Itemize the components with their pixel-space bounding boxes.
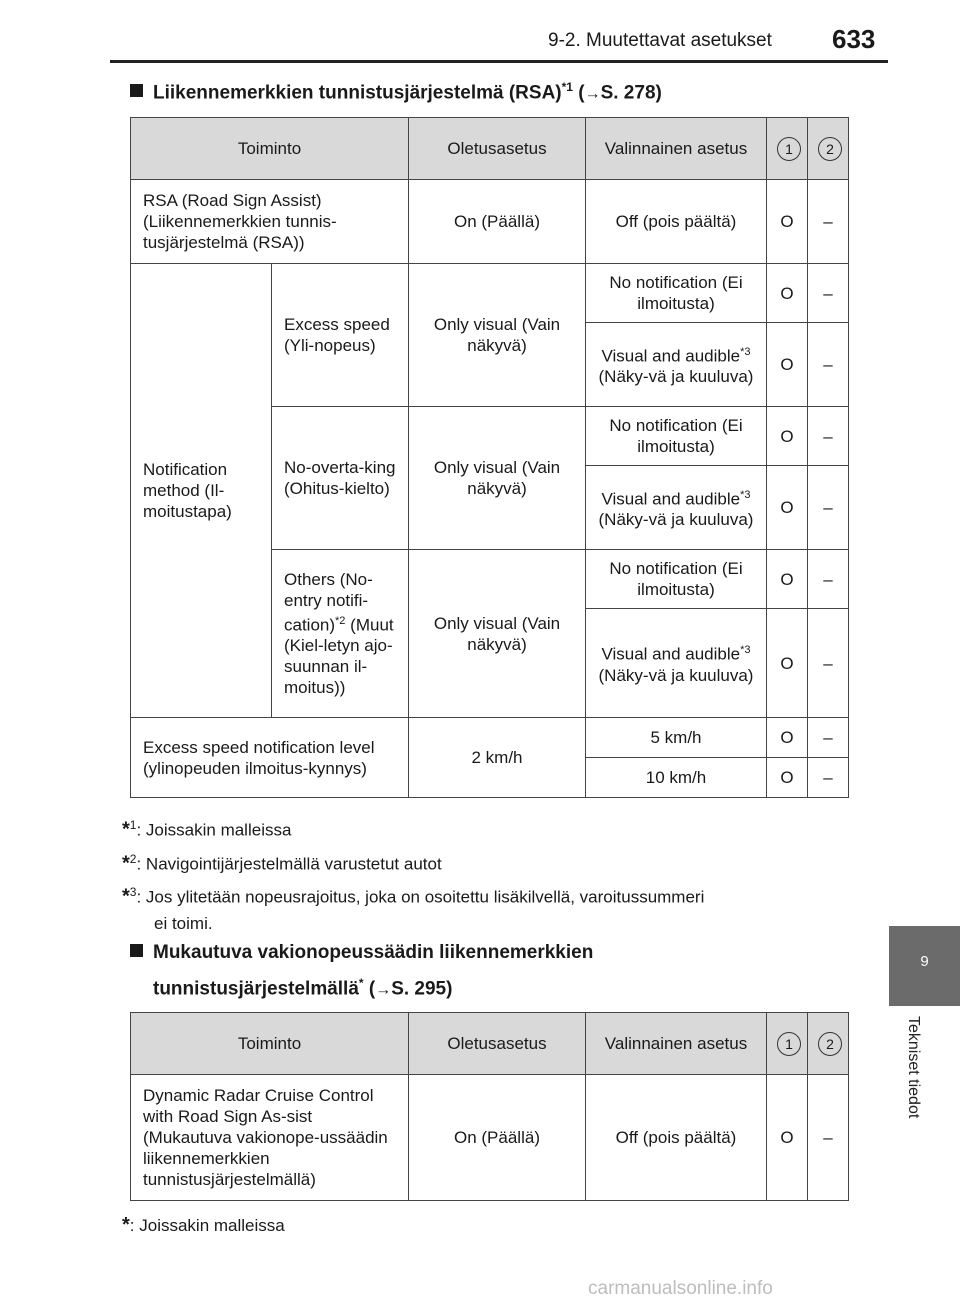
arrow-right-icon: →	[584, 85, 601, 103]
option-text: (Näky-vä ja kuuluva)	[598, 665, 754, 685]
subfunction-text: (Muut (Kiel-letyn ajo-suunnan il-moitus))	[284, 615, 394, 698]
footnote-mark: *3	[740, 488, 751, 501]
option-cell: 5 km/h	[586, 718, 767, 758]
mark-cell: –	[808, 466, 849, 550]
heading-square-icon	[130, 84, 143, 97]
mark-cell: O	[767, 180, 808, 264]
arrow-right-icon: →	[375, 981, 392, 999]
option-text: (Näky-vä ja kuuluva)	[598, 367, 754, 387]
default-cell: 2 km/h	[409, 718, 586, 798]
acc-rsa-settings-table	[130, 1012, 849, 1201]
section-heading-acc-rsa	[130, 938, 593, 1005]
option-cell: No notification (Ei ilmoitusta)	[586, 550, 767, 609]
page-number: 633	[832, 24, 876, 54]
heading-square-icon	[130, 944, 143, 957]
mark-cell: –	[808, 718, 849, 758]
circled-number-1-icon: 1	[777, 137, 801, 161]
circled-number-2-icon: 2	[818, 1032, 842, 1056]
option-cell: No notification (Ei ilmoitusta)	[586, 264, 767, 323]
footnote-star: *	[122, 885, 130, 908]
mark-cell: –	[808, 180, 849, 264]
footnote-text: : Navigointijärjestelmällä varustetut autot	[136, 854, 442, 874]
circled-number-2-icon: 2	[818, 137, 842, 161]
col-header-1	[767, 1013, 808, 1075]
table-row	[131, 180, 849, 264]
mark-cell: O	[767, 466, 808, 550]
subfunction-text: Others (No-entry notifi-cation)	[284, 569, 373, 635]
footnote-mark: *3	[740, 345, 751, 358]
col-header-2	[808, 1013, 849, 1075]
option-cell: Off (pois päältä)	[586, 1075, 767, 1201]
ref-open: (	[578, 82, 585, 104]
section-title-line2: tunnistusjärjestelmällä	[153, 978, 359, 1000]
col-header-1	[767, 118, 808, 180]
col-header-2	[808, 118, 849, 180]
option-text: Visual and audible	[601, 346, 741, 366]
col-header-default: Oletusasetus	[409, 1013, 586, 1075]
option-text: (Näky-vä ja kuuluva)	[598, 510, 754, 530]
footnote	[122, 846, 442, 878]
circled-number-1-icon: 1	[777, 1032, 801, 1056]
col-header-function: Toiminto	[131, 1013, 409, 1075]
footnote-text: : Joissakin malleissa	[129, 1216, 285, 1235]
col-header-default: Oletusasetus	[409, 118, 586, 180]
section-title-line2-wrap	[130, 968, 593, 1005]
mark-cell: O	[767, 758, 808, 798]
col-header-optional: Valinnainen asetus	[586, 1013, 767, 1075]
option-text: Visual and audible	[601, 489, 741, 509]
mark-cell: O	[767, 323, 808, 407]
default-cell: Only visual (Vain näkyvä)	[409, 264, 586, 407]
footnote	[122, 1212, 285, 1239]
footnote	[122, 879, 704, 937]
table-row	[131, 264, 849, 323]
section-title-footnote-mark: *	[358, 976, 364, 990]
table-row	[131, 718, 849, 758]
footnote-number: 1	[129, 818, 137, 832]
mark-cell: O	[767, 407, 808, 466]
option-cell: Off (pois päältä)	[586, 180, 767, 264]
watermark: carmanualsonline.info	[588, 1278, 773, 1299]
mark-cell: –	[808, 609, 849, 718]
section-title-line1: Mukautuva vakionopeussäädin liikennemerkkien	[153, 942, 594, 963]
option-cell: 10 km/h	[586, 758, 767, 798]
option-cell	[586, 609, 767, 718]
mark-cell: O	[767, 718, 808, 758]
chapter-tab-label: Tekniset tiedot	[905, 1016, 922, 1119]
section-title-footnote-mark: *1	[561, 80, 573, 94]
footnote-text-continued: ei toimi.	[154, 913, 213, 933]
col-header-optional: Valinnainen asetus	[586, 118, 767, 180]
default-cell: On (Päällä)	[409, 180, 586, 264]
mark-cell: –	[808, 1075, 849, 1201]
table-row	[131, 1075, 849, 1201]
subfunction-cell: No-overta-king (Ohitus-kielto)	[272, 407, 409, 550]
option-cell	[586, 466, 767, 550]
footnote-mark: *2	[335, 614, 346, 627]
mark-cell: –	[808, 550, 849, 609]
col-header-function: Toiminto	[131, 118, 409, 180]
function-cell: RSA (Road Sign Assist) (Liikennemerkkien tunnis-tusjärjestelmä (RSA))	[131, 180, 409, 264]
footnote-star: *	[122, 1214, 130, 1236]
header-rule	[110, 60, 888, 63]
mark-cell: –	[808, 264, 849, 323]
option-text: Visual and audible	[601, 644, 741, 664]
footnote-star: *	[122, 818, 130, 841]
rsa-settings-table	[130, 117, 849, 798]
running-header-section: 9-2. Muutettavat asetukset	[548, 30, 772, 51]
mark-cell: O	[767, 550, 808, 609]
default-cell: Only visual (Vain näkyvä)	[409, 407, 586, 550]
footnote-text: : Jos ylitetään nopeusrajoitus, joka on osoitettu lisäkilvellä, varoitussummeri	[136, 887, 705, 907]
function-cell: Excess speed notification level (ylinopeuden ilmoitus-kynnys)	[131, 718, 409, 798]
option-cell: No notification (Ei ilmoitusta)	[586, 407, 767, 466]
default-cell: On (Päällä)	[409, 1075, 586, 1201]
option-cell	[586, 323, 767, 407]
mark-cell: O	[767, 264, 808, 323]
section-title: Liikennemerkkien tunnistusjärjestelmä (RSA)	[153, 82, 562, 104]
function-group-cell: Notification method (Il-moitustapa)	[131, 264, 272, 718]
function-cell: Dynamic Radar Cruise Control with Road Sign As-sist (Mukautuva vakionope-ussäädin liikennemerkkien tunnistusjärjestelmällä)	[131, 1075, 409, 1201]
mark-cell: –	[808, 323, 849, 407]
footnote-number: 3	[129, 885, 137, 899]
default-cell: Only visual (Vain näkyvä)	[409, 550, 586, 718]
mark-cell: –	[808, 758, 849, 798]
footnote	[122, 812, 291, 844]
subfunction-cell: Excess speed (Yli-nopeus)	[272, 264, 409, 407]
mark-cell: O	[767, 609, 808, 718]
mark-cell: –	[808, 407, 849, 466]
page-reference-link[interactable]: S. 278)	[600, 82, 662, 104]
footnote-number: 2	[129, 852, 137, 866]
page-reference-link[interactable]: S. 295)	[391, 978, 453, 1000]
table-header-row	[131, 1013, 849, 1075]
table-header-row	[131, 118, 849, 180]
footnote-mark: *3	[740, 644, 751, 657]
footnote-star: *	[122, 852, 130, 875]
mark-cell: O	[767, 1075, 808, 1201]
section-heading-rsa	[130, 72, 662, 109]
footnote-text: : Joissakin malleissa	[136, 820, 292, 840]
subfunction-cell	[272, 550, 409, 718]
chapter-tab: 9	[889, 926, 960, 1006]
ref-open: (	[368, 978, 376, 1000]
